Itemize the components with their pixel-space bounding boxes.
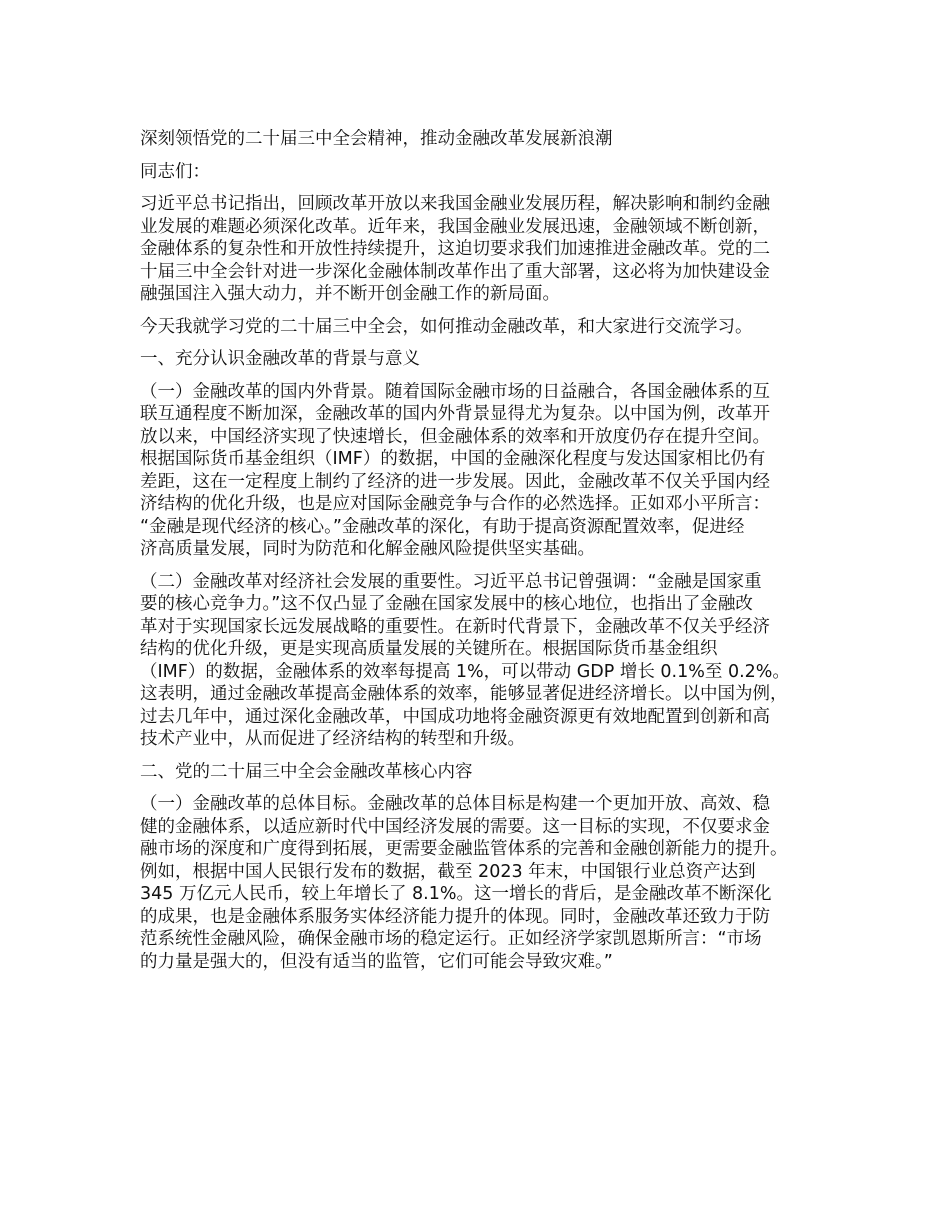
text-line: 联互通程度不断加深，金融改革的国内外背景显得尤为复杂。以中国为例，改革开	[140, 404, 770, 424]
document-body	[140, 128, 840, 983]
text-line: 济结构的优化升级，也是应对国际金融竞争与合作的必然选择。正如邓小平所言：	[140, 494, 770, 514]
section-heading	[140, 348, 840, 371]
text-line: “金融是现代经济的核心。”金融改革的深化，有助于提高资源配置效率，促进经	[140, 516, 745, 537]
text-line: 这表明，通过金融改革提高金融体系的效率，能够显著促进经济增长。以中国为例，	[140, 684, 788, 704]
text-line: 结构的优化升级，更是实现高质量发展的关键所在。根据国际货币基金组织	[140, 639, 718, 659]
text-line: 差距，这在一定程度上制约了经济的进一步发展。因此，金融改革不仅关乎国内经	[140, 471, 770, 492]
text-line: 融市场的深度和广度得到拓展，更需要金融监管体系的完善和金融创新能力的提升。	[140, 839, 788, 859]
paragraph	[140, 381, 840, 561]
text-line: 业发展的难题必须深化改革。近年来，我国金融业发展迅速，金融领域不断创新，	[140, 216, 770, 237]
text-line: 要的核心竞争力。”这不仅凸显了金融在国家发展中的核心地位，也指出了金融改	[140, 594, 753, 614]
text-line: 根据国际货币基金组织（IMF）的数据，中国的金融深化程度与发达国家相比仍有	[140, 449, 766, 469]
text-line: 一、充分认识金融改革的背景与意义	[140, 349, 420, 369]
paragraph	[140, 316, 840, 339]
text-line: 济高质量发展，同时为防范和化解金融风险提供坚实基础。	[140, 539, 595, 559]
text-line: 同志们：	[140, 161, 210, 182]
text-line: 健的金融体系，以适应新时代中国经济发展的需要。这一目标的实现，不仅要求金	[140, 816, 770, 837]
text-line: 345 万亿元人民币，较上年增长了 8.1%。这一增长的背后，是金融改革不断深化	[140, 884, 772, 904]
salutation	[140, 161, 840, 184]
text-line: （一）金融改革的总体目标。金融改革的总体目标是构建一个更加开放、高效、稳	[140, 794, 770, 814]
text-line: 深刻领悟党的二十届三中全会精神，推动金融改革发展新浪潮	[140, 129, 613, 149]
text-line: 过去几年中，通过深化金融改革，中国成功地将金融资源更有效地配置到创新和高	[140, 706, 770, 727]
text-line: 范系统性金融风险，确保金融市场的稳定运行。正如经济学家凯恩斯所言：“市场	[140, 929, 762, 949]
text-line: （二）金融改革对经济社会发展的重要性。习近平总书记曾强调：“金融是国家重	[140, 571, 762, 592]
text-line: 十届三中全会针对进一步深化金融体制改革作出了重大部署，这必将为加快建设金	[140, 261, 770, 282]
text-line: 例如，根据中国人民银行发布的数据，截至 2023 年末，中国银行业总资产达到	[140, 861, 756, 882]
text-line: 放以来，中国经济实现了快速增长，但金融体系的效率和开放度仍存在提升空间。	[140, 426, 770, 447]
text-line: 二、党的二十届三中全会金融改革核心内容	[140, 761, 473, 782]
text-line: 革对于实现国家长远发展战略的重要性。在新时代背景下，金融改革不仅关乎经济	[140, 616, 770, 637]
paragraph	[140, 793, 840, 973]
text-line: 习近平总书记指出，回顾改革开放以来我国金融业发展历程，解决影响和制约金融	[140, 194, 770, 214]
text-line: （IMF）的数据，金融体系的效率每提高 1%，可以带动 GDP 增长 0.1%至 0.2%。	[140, 661, 790, 682]
paragraph	[140, 571, 840, 751]
text-line: 的成果，也是金融体系服务实体经济能力提升的体现。同时，金融改革还致力于防	[140, 906, 770, 927]
text-line: 技术产业中，从而促进了经济结构的转型和升级。	[140, 729, 525, 749]
document-title	[140, 128, 840, 151]
text-line: 融强国注入强大动力，并不断开创金融工作的新局面。	[140, 284, 560, 304]
text-line: 金融体系的复杂性和开放性持续提升，这迫切要求我们加速推进金融改革。党的二	[140, 239, 770, 259]
text-line: 今天我就学习党的二十届三中全会，如何推动金融改革，和大家进行交流学习。	[140, 316, 753, 337]
text-line: 的力量是强大的，但没有适当的监管，它们可能会导致灾难。”	[140, 951, 613, 972]
text-line: （一）金融改革的国内外背景。随着国际金融市场的日益融合，各国金融体系的互	[140, 381, 770, 402]
paragraph	[140, 193, 840, 306]
section-heading	[140, 761, 840, 784]
